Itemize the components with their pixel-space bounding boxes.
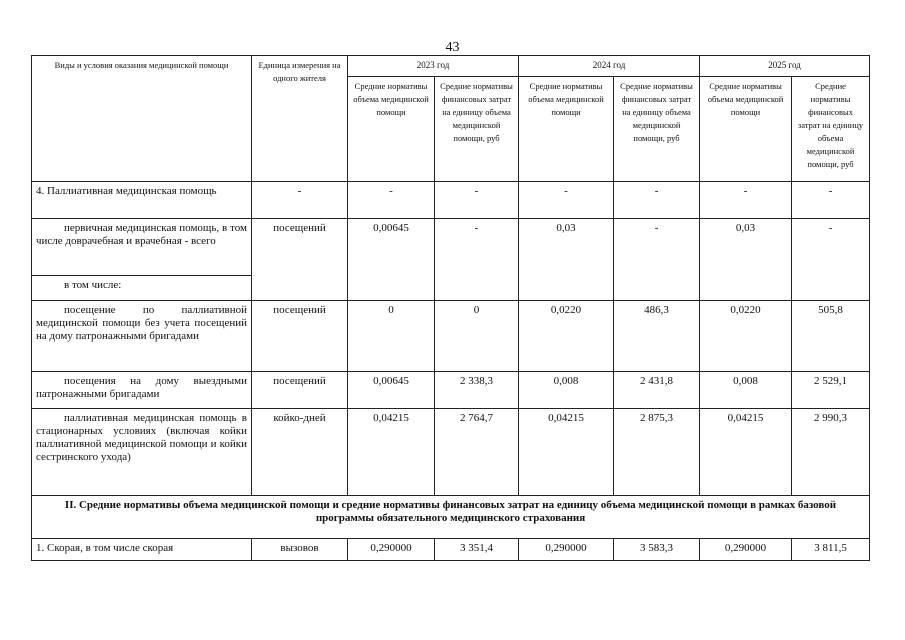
cell-cost-2023: 3 351,4	[435, 539, 519, 561]
cell-cost-2024: 2 875,3	[614, 409, 700, 496]
cell-cost-2023: 2 338,3	[435, 372, 519, 409]
cell-volume-2025: 0,03	[700, 219, 792, 301]
row-unit: посещений	[252, 301, 348, 372]
cell-cost-2024: 486,3	[614, 301, 700, 372]
cell-volume-2024: 0,04215	[519, 409, 614, 496]
header-year-2025: 2025 год	[700, 56, 870, 77]
table-row-section-heading	[32, 496, 870, 539]
cell-cost-2023: -	[435, 182, 519, 219]
row-label: 4. Паллиативная медицинская помощь	[32, 182, 252, 219]
cell-cost-2025: -	[792, 219, 870, 301]
row-unit: -	[252, 182, 348, 219]
cell-cost-2023: 2 764,7	[435, 409, 519, 496]
table-row-ambulance	[32, 539, 870, 561]
row-label: первичная медицинская помощь, в том числе доврачебная и врачебная - всего	[32, 219, 252, 276]
cell-cost-2024: 3 583,3	[614, 539, 700, 561]
cell-cost-2024: -	[614, 219, 700, 301]
table-row-visit-without-home	[32, 301, 870, 372]
cell-cost-2025: 2 529,1	[792, 372, 870, 409]
row-label: в том числе:	[32, 276, 252, 301]
header-kind: Виды и условия оказания медицинской помощи	[32, 56, 252, 182]
header-volume-2023: Средние нормативы объема медицинской помощи	[348, 77, 435, 182]
row-unit: вызовов	[252, 539, 348, 561]
row-label: посещение по паллиативной медицинской помощи без учета посещений на дому патронажными бригадами	[32, 301, 252, 372]
cell-cost-2024: -	[614, 182, 700, 219]
cell-volume-2025: 0,008	[700, 372, 792, 409]
cell-volume-2023: -	[348, 182, 435, 219]
table-row-palliative	[32, 182, 870, 219]
cell-cost-2024: 2 431,8	[614, 372, 700, 409]
row-label: посещения на дому выездными патронажными бригадами	[32, 372, 252, 409]
cell-cost-2023: -	[435, 219, 519, 301]
norms-table	[31, 55, 870, 561]
cell-volume-2025: -	[700, 182, 792, 219]
row-unit: койко-дней	[252, 409, 348, 496]
header-cost-2025: Средние нормативы финансовых затрат на единицу объема медицинской помощи, руб	[792, 77, 870, 182]
cell-volume-2023: 0	[348, 301, 435, 372]
cell-volume-2025: 0,0220	[700, 301, 792, 372]
cell-volume-2023: 0,00645	[348, 372, 435, 409]
row-label: 1. Скорая, в том числе скорая	[32, 539, 252, 561]
header-volume-2024: Средние нормативы объема медицинской помощи	[519, 77, 614, 182]
header-unit: Единица измерения на одного жителя	[252, 56, 348, 182]
row-unit: посещений	[252, 219, 348, 301]
cell-volume-2025: 0,290000	[700, 539, 792, 561]
cell-volume-2024: 0,03	[519, 219, 614, 301]
row-label: паллиативная медицинская помощь в стационарных условиях (включая койки паллиативной медицинской помощи и койки сестринского ухода)	[32, 409, 252, 496]
cell-volume-2024: -	[519, 182, 614, 219]
cell-cost-2025: -	[792, 182, 870, 219]
header-cost-2024: Средние нормативы финансовых затрат на единицу объема медицинской помощи, руб	[614, 77, 700, 182]
cell-volume-2023: 0,290000	[348, 539, 435, 561]
table-row-inpatient	[32, 409, 870, 496]
table-row-primary	[32, 219, 870, 276]
page-number: 43	[445, 40, 460, 55]
cell-cost-2023: 0	[435, 301, 519, 372]
cell-volume-2024: 0,290000	[519, 539, 614, 561]
header-year-2023: 2023 год	[348, 56, 519, 77]
cell-volume-2023: 0,04215	[348, 409, 435, 496]
cell-volume-2023: 0,00645	[348, 219, 435, 301]
header-year-2024: 2024 год	[519, 56, 700, 77]
section-heading: II. Средние нормативы объема медицинской помощи и средние нормативы финансовых затрат на единицу объема медицинской помощи в рамках базовой программы обязательного медицинского страхования	[32, 496, 870, 539]
row-unit: посещений	[252, 372, 348, 409]
cell-volume-2024: 0,0220	[519, 301, 614, 372]
table-row-home-visits	[32, 372, 870, 409]
cell-cost-2025: 2 990,3	[792, 409, 870, 496]
cell-volume-2025: 0,04215	[700, 409, 792, 496]
cell-cost-2025: 505,8	[792, 301, 870, 372]
header-cost-2023: Средние нормативы финансовых затрат на единицу объема медицинской помощи, руб	[435, 77, 519, 182]
header-volume-2025: Средние нормативы объема медицинской помощи	[700, 77, 792, 182]
cell-volume-2024: 0,008	[519, 372, 614, 409]
header-row-years	[32, 56, 870, 77]
cell-cost-2025: 3 811,5	[792, 539, 870, 561]
